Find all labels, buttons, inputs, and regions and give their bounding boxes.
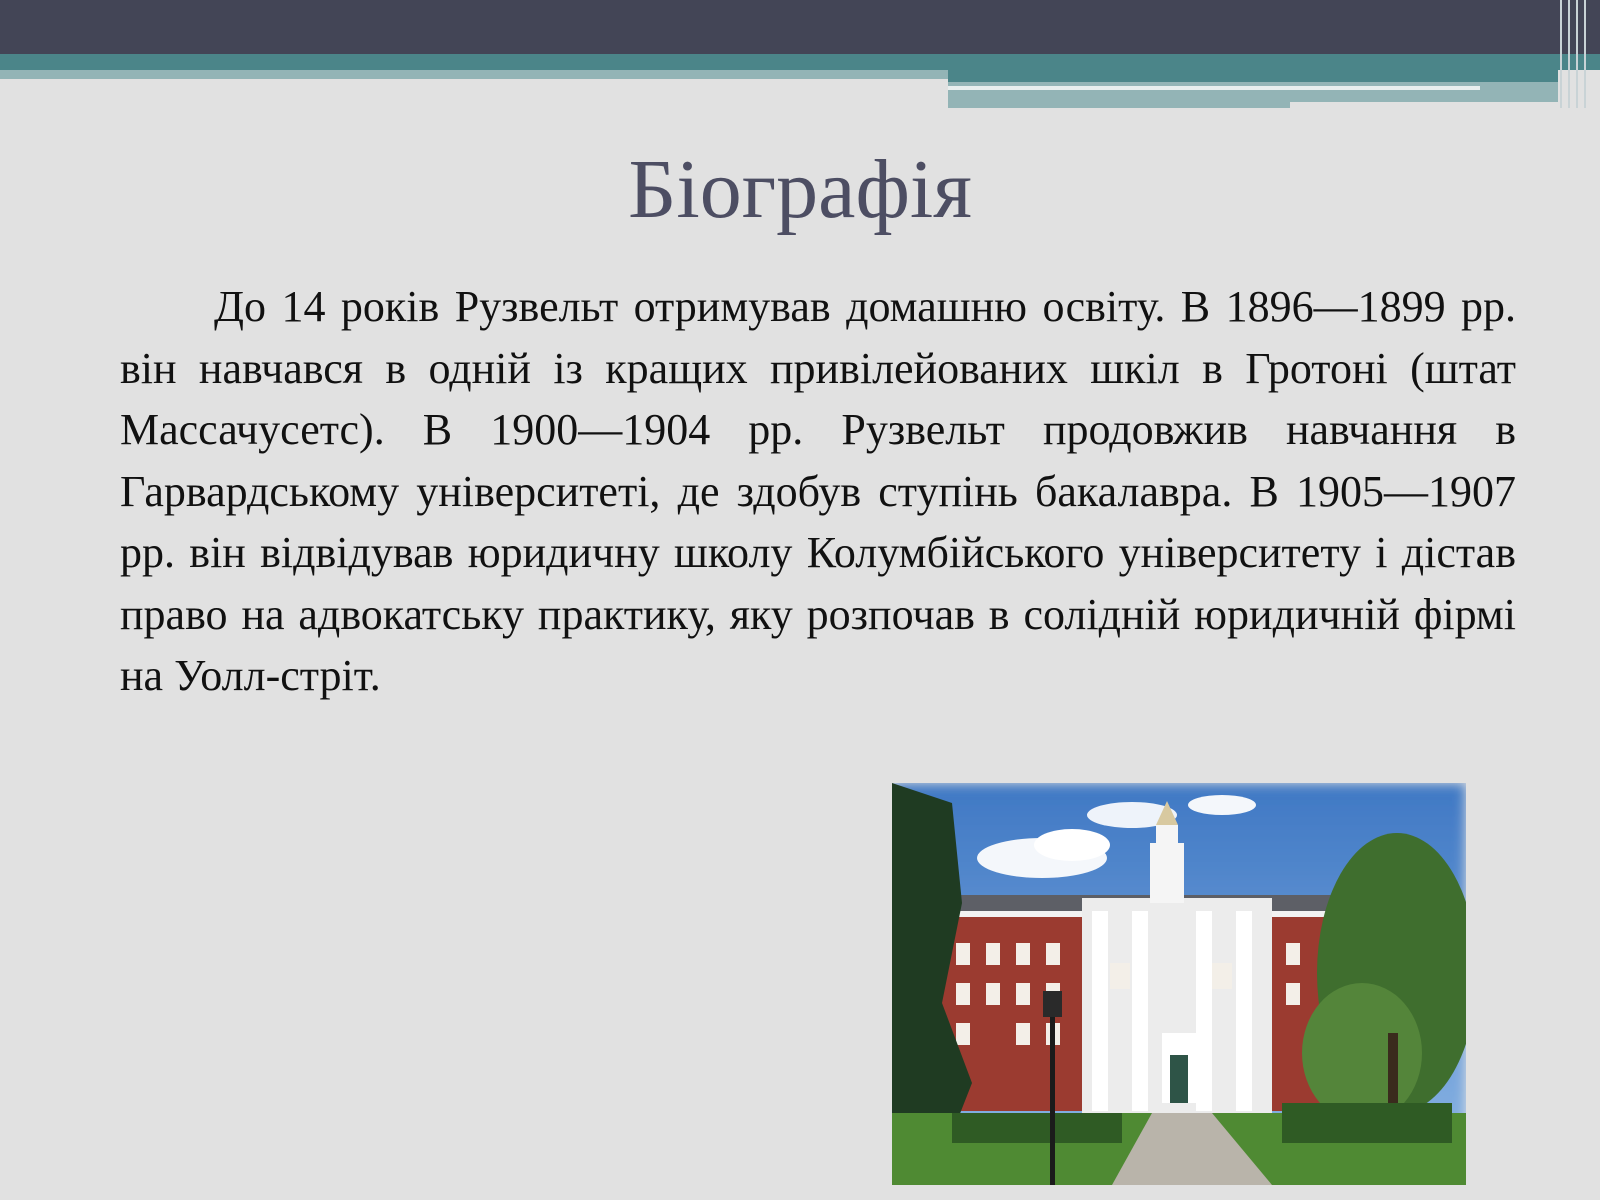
header-edge-stripe xyxy=(1576,0,1578,108)
header-accent-gap xyxy=(1290,102,1558,108)
header-bar-light xyxy=(0,70,948,79)
header-edge-stripe xyxy=(1560,0,1562,108)
header-edge-stripe xyxy=(1568,0,1570,108)
header-accent-line xyxy=(948,86,1480,90)
header-bar-dark xyxy=(0,0,1600,54)
header-bar-teal xyxy=(0,54,1600,70)
slide-title: Біографія xyxy=(628,143,972,236)
photo-lawn-and-path xyxy=(892,1103,1466,1185)
header-edge-stripe xyxy=(1584,0,1586,108)
slide-body-text: До 14 років Рузвельт отримував домашню освіту. В 1896—1899 рр. він навчався в одній із кращих привілейованих шкіл в Гротоні (штат Массачусетс). В 1900—1904 рр. Рузвельт продовжив навчання в Гарвардському університеті, де здобув ступінь бакалавра. В 1905—1907 рр. він відвідував юридичну школу Колумбійського університету і дістав право на адвокатську практику, яку розпочав в солідній юридичній фірмі на Уолл-стріт. xyxy=(120,282,1516,700)
university-building-photo xyxy=(892,783,1466,1185)
header-bar-right-teal xyxy=(948,70,1558,82)
